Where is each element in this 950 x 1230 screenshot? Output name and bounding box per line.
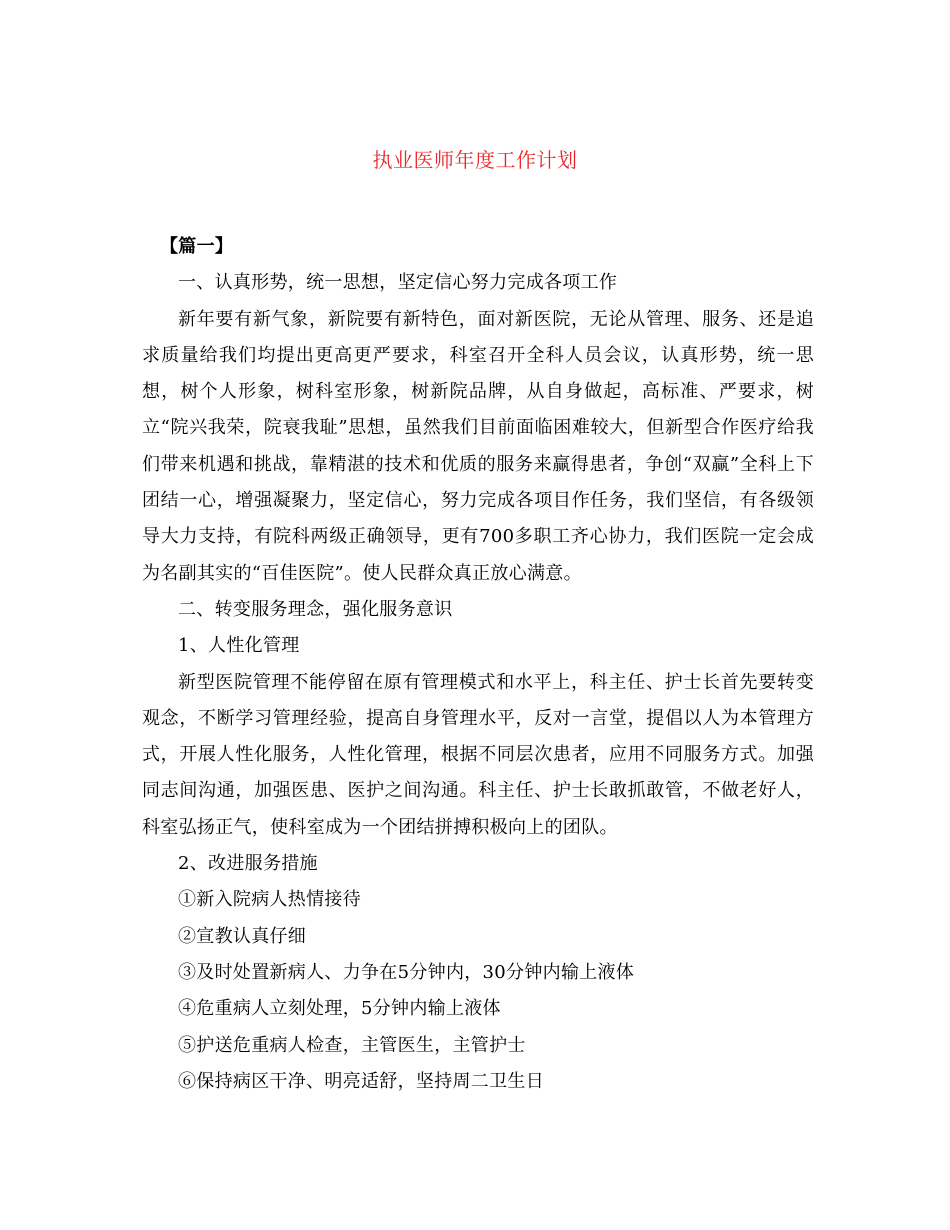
- heading-2: 二、转变服务理念，强化服务意识: [178, 598, 453, 620]
- document-body: [142, 229, 814, 1100]
- heading-1: 一、认真形势，统一思想，坚定信心努力完成各项工作: [178, 272, 618, 294]
- paragraph-2: 新型医院管理不能停留在原有管理模式和水平上，科主任、护士长首先要转变观念，不断学习管理经验，提高自身管理水平，反对一言堂，提倡以人为本管理方式，开展人性化服务，人性化管理，根据不同层次患者，应用不同服务方式。加强同志间沟通，加强医患、医护之间沟通。科主任、护士长敢抓敢管，不做老好人，科室弘扬正气，使科室成为一个团结拼搏积极向上的团队。: [142, 671, 814, 838]
- list-item-1: ①新入院病人热情接待: [178, 889, 361, 911]
- list-item-5: ⑤护送危重病人检查，主管医生，主管护士: [178, 1034, 526, 1056]
- list-item-2: ②宣教认真仔细: [178, 925, 307, 947]
- section-label: 【篇一】: [160, 236, 234, 257]
- document-title: 执业医师年度工作计划: [372, 148, 578, 172]
- subheading-2-1: 1、人性化管理: [178, 635, 300, 657]
- paragraph-1: 新年要有新气象，新院要有新特色，面对新医院，无论从管理、服务、还是追求质量给我们均提出更高更严要求，科室召开全科人员会议，认真形势，统一思想，树个人形象，树科室形象，树新院品牌，从自身做起，高标准、严要求，树立“院兴我荣，院衰我耻”思想，虽然我们目前面临困难较大，但新型合作医疗给我们带来机遇和挑战，靠精湛的技术和优质的服务来赢得患者，争创“双赢”全科上下团结一心，增强凝聚力，坚定信心，努力完成各项目作任务，我们坚信，有各级领导大力支持，有院科两级正确领导，更有700多职工齐心协力，我们医院一定会成为名副其实的“百佳医院”。使人民群众真正放心满意。: [142, 308, 814, 584]
- list-item-6: ⑥保持病区干净、明亮适舒，坚持周二卫生日: [178, 1070, 544, 1092]
- list-item-3: ③及时处置新病人、力争在5分钟内，30分钟内输上液体: [178, 961, 635, 983]
- list-item-4: ④危重病人立刻处理，5分钟内输上液体: [178, 998, 501, 1020]
- subheading-2-2: 2、改进服务措施: [178, 853, 318, 875]
